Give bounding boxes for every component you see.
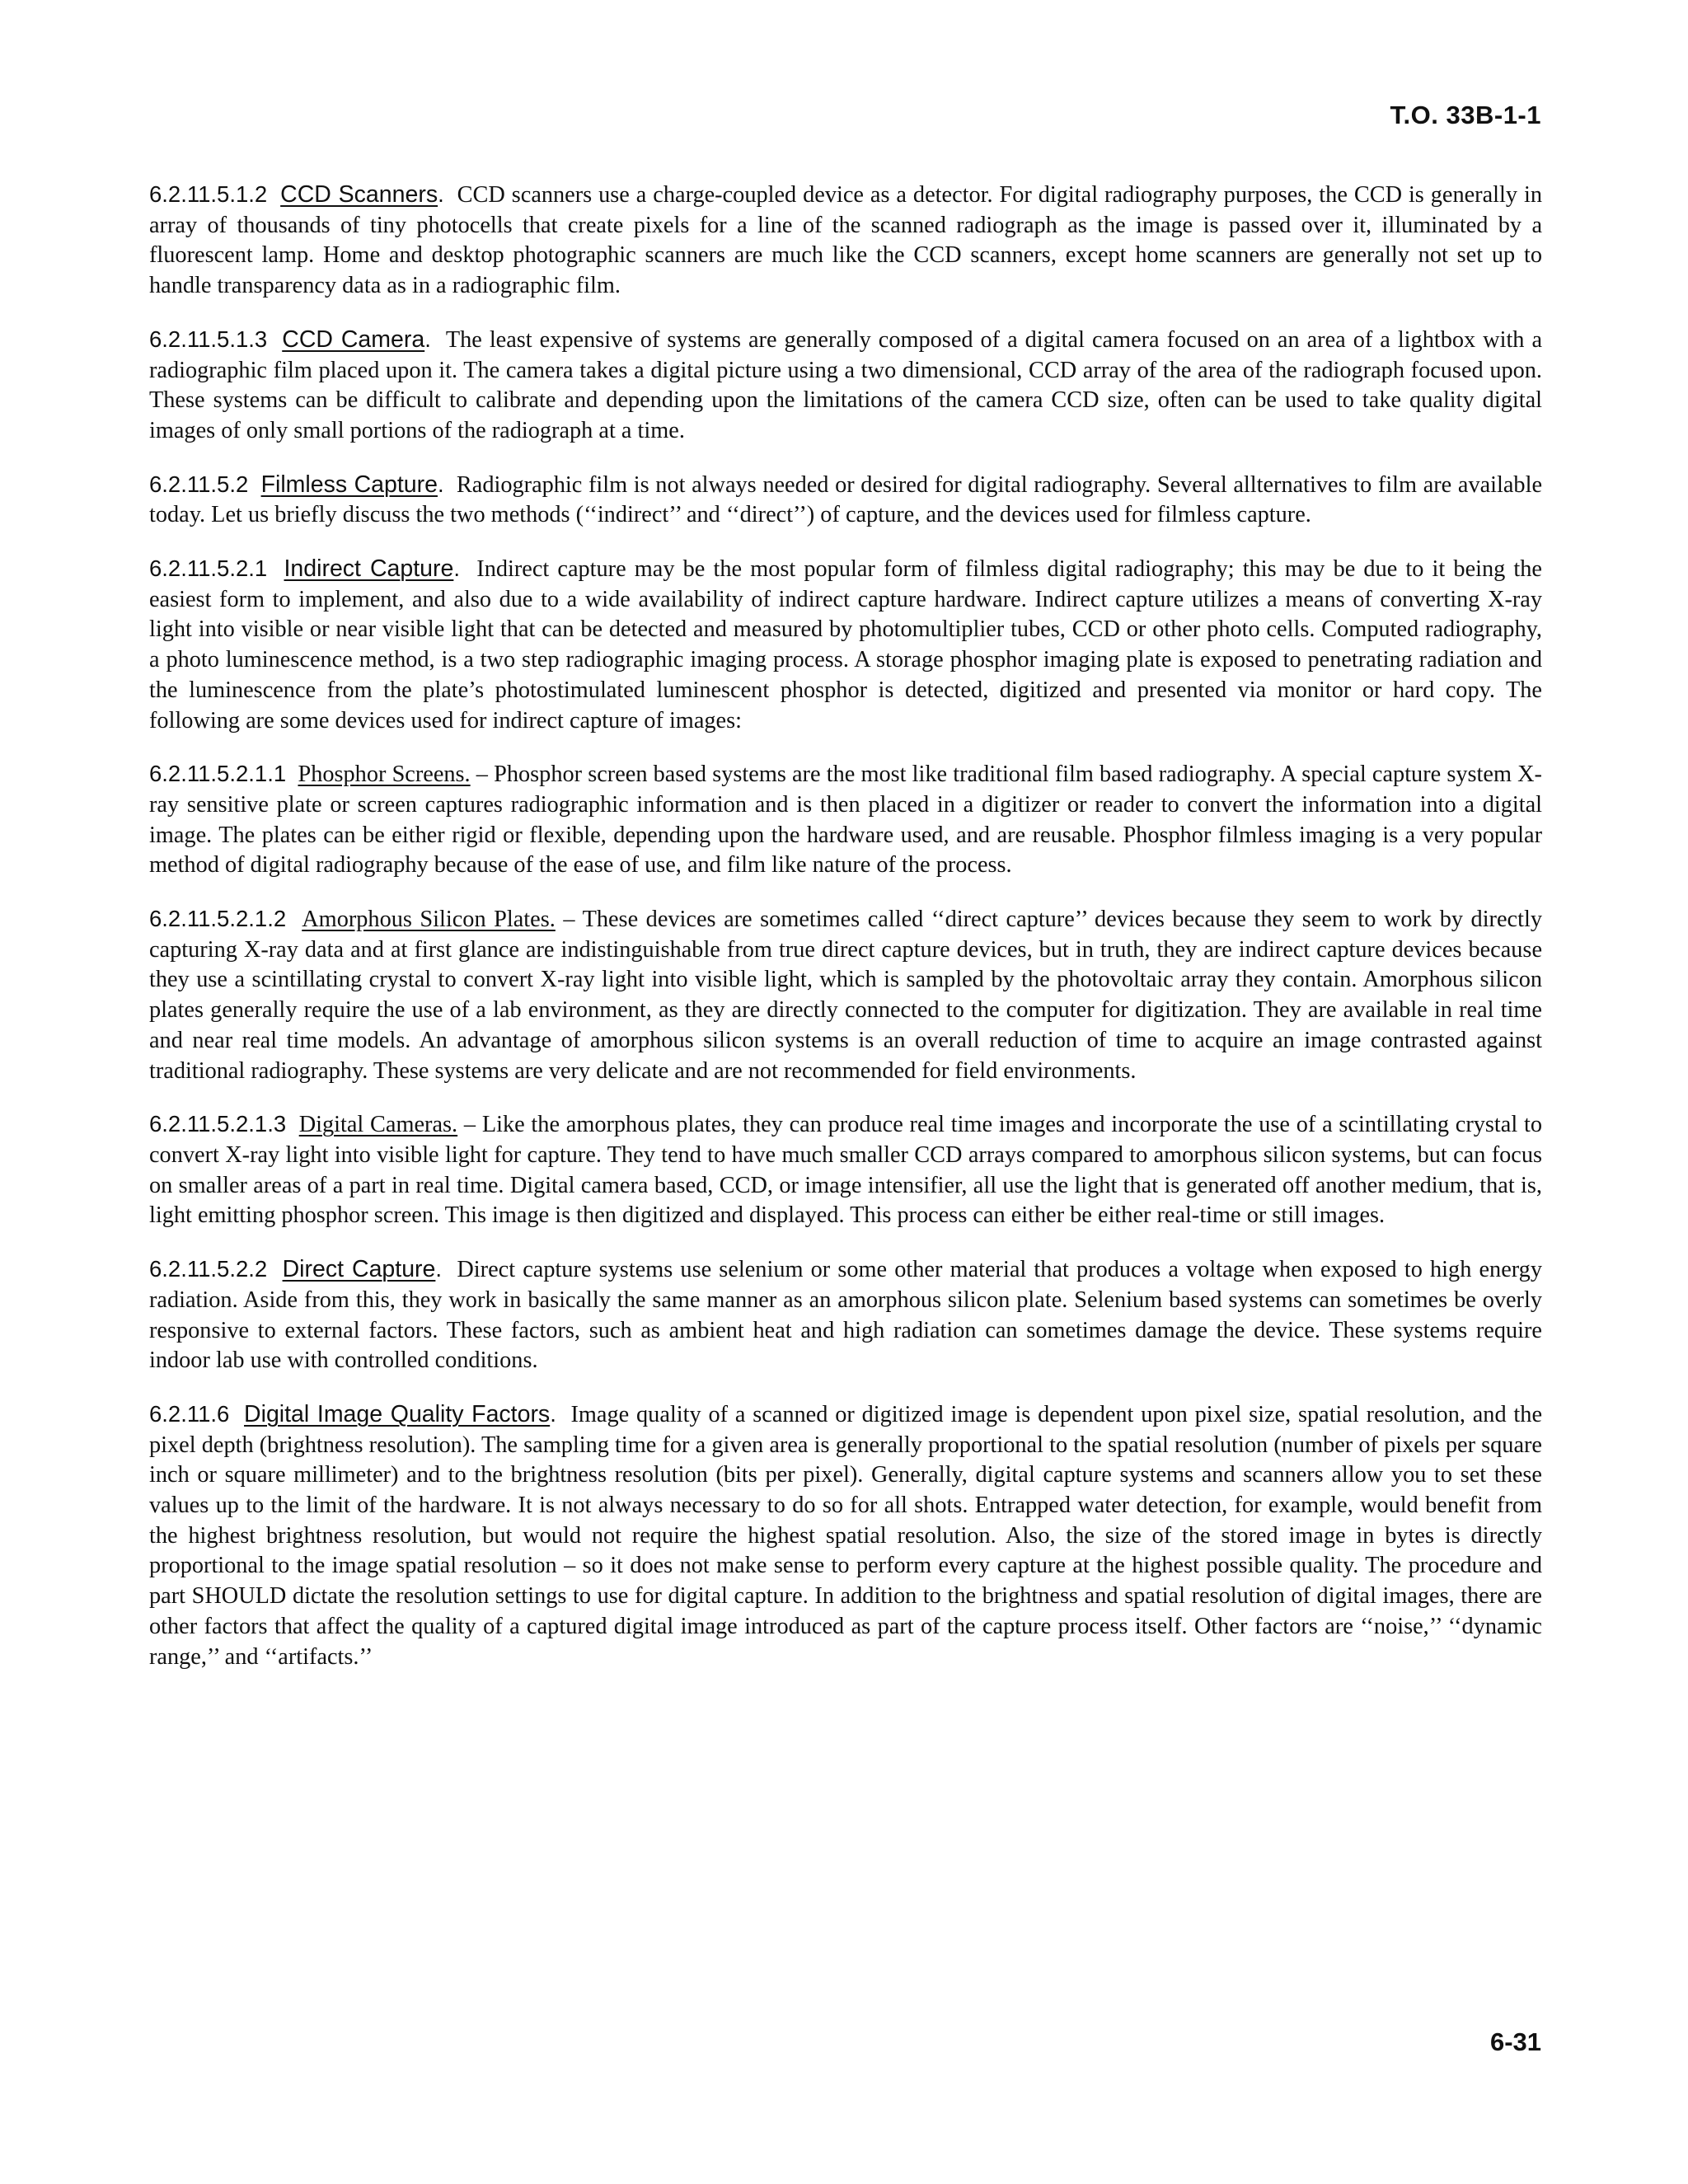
title-separator: . [435,1256,443,1282]
title-separator: . [550,1400,556,1427]
section-paragraph [149,470,1542,531]
title-separator: . [437,471,444,497]
section-title: Direct Capture [282,1256,436,1283]
section-number: 6.2.11.5.2.1.1 [149,761,287,787]
section-paragraph [149,759,1542,881]
section-title: Digital Image Quality Factors [244,1400,551,1427]
section-number: 6.2.11.5.2.1.2 [149,906,287,932]
section-number: 6.2.11.6 [149,1400,230,1427]
section-title: CCD Scanners [280,181,438,208]
section-number: 6.2.11.5.1.3 [149,326,268,352]
section-number: 6.2.11.5.1.2 [149,181,268,207]
section-title: Amorphous Silicon Plates. [302,907,556,933]
section-number: 6.2.11.5.2.1 [149,555,268,582]
section-paragraph [149,1254,1542,1376]
section-title: CCD Camera [282,326,425,353]
document-body [149,180,1542,1695]
section-title: Digital Cameras. [298,1112,458,1138]
section-number: 6.2.11.5.2.1.3 [149,1111,287,1137]
section-body: Radiographic film is not always needed or desired for digital radiography. Several allternatives to film are available today. Let us briefly discuss the two methods (‘‘indirect’’ and ‘‘direct’’) of capture, and the devices used for filmless capture. [149,471,1543,528]
section-paragraph [149,1399,1542,1672]
section-body: Indirect capture may be the most popular form of filmless digital radiography; this may be due to it being the easiest form to implement, and also due to a wide availability of indirect capture hardware. Indirect capture utilizes a means of converting X-ray light into visible or near visible light that can be detected and measured by photomultiplier tubes, CCD or other photo cells. Computed radiography, a photo luminescence method, is a two step radiographic imaging process. A storage phosphor imaging plate is exposed to penetrating radiation and the luminescence from the plate’s photostimulated luminescent phosphor is detected, digitized and presented via monitor or hard copy. The following are some devices used for indirect capture of images: [149,556,1542,733]
section-paragraph [149,1109,1542,1231]
section-body: Phosphor screen based systems are the most like traditional film based radiography. A special capture system X-ray sensitive plate or screen captures radiographic information and is then placed in a digitizer or reader to convert the information into a digital image. The plates can be either rigid or flexible, depending upon the hardware used, and are reusable. Phosphor filmless imaging is a very popular method of digital radiography because of the ease of use, and film like nature of the process. [149,762,1542,879]
section-title: Indirect Capture [284,555,454,583]
section-number: 6.2.11.5.2 [149,471,249,497]
title-separator: – [470,762,488,788]
section-body: Image quality of a scanned or digitized image is dependent upon pixel size, spatial resolution, and the pixel depth (brightness resolution). The sampling time for a given area is generally proportional to the spatial resolution (number of pixels per square inch or square millimeter) and to the brightness resolution (bits per pixel). Generally, digital capture systems and scanners allow you to set these values up to the limit of the hardware. It is not always necessary to do so for all shots. Entrapped water detection, for example, would benefit from the highest brightness resolution, but would not require the highest spatial resolution. Also, the size of the stored image in bytes is directly proportional to the image spatial resolution – so it does not make sense to perform every capture at the highest possible quality. The procedure and part SHOULD dictate the resolution settings to use for digital capture. In addition to the brightness and spatial resolution of digital images, there are other factors that affect the quality of a captured digital image introduced as part of the capture process itself. Other factors are ‘‘noise,’’ ‘‘dynamic range,’’ and ‘‘artifacts.’’ [149,1401,1543,1670]
section-body: These devices are sometimes called ‘‘direct capture’’ devices because they seem to work by directly capturing X-ray data and at first glance are indistinguishable from true direct capture devices, but in truth, they are indirect capture devices because they use a scintillating crystal to convert X-ray light into visible light, which is sampled by the photovoltaic array they contain. Amorphous silicon plates generally require the use of a lab environment, as they are directly connected to the computer for digitization. They are available in real time and near real time models. An advantage of amorphous silicon systems is an overall reduction of time to acquire an image contrasted against traditional radiography. These systems are very delicate and are not recommended for field environments. [149,907,1542,1084]
section-body: The least expensive of systems are generally composed of a digital camera focused on an area of a lightbox with a radiographic film placed upon it. The camera takes a digital picture using a two dimensional, CCD array of the area of the radiograph focused upon. These systems can be difficult to calibrate and depending upon the limitations of the camera CCD size, often can be used to take quality digital images of only small portions of the radiograph at a time. [149,326,1543,443]
title-separator: – [555,907,575,933]
section-body: CCD scanners use a charge-coupled device as a detector. For digital radiography purposes, the CCD is generally in array of thousands of tiny photocells that create pixels for a line of the scanned radiograph as the image is passed over it, illuminated by a fluorescent lamp. Home and desktop photographic scanners are much like the CCD scanners, except home scanners are generally not set up to handle transparency data as in a radiographic film. [149,182,1542,299]
section-body: Like the amorphous plates, they can produce real time images and incorporate the use of a scintillating crystal to convert X-ray light into visible light for capture. They tend to have much smaller CCD arrays compared to amorphous silicon systems, but can focus on smaller areas of a part in real time. Digital camera based, CCD, or image intensifier, all use the light that is generated off another medium, that is, light emitting phosphor screen. This image is then digitized and displayed. This process can either be either real-time or still images. [149,1112,1542,1229]
document-number: T.O. 33B-1-1 [1390,101,1541,129]
section-number: 6.2.11.5.2.2 [149,1256,268,1282]
section-title: Phosphor Screens. [298,762,471,788]
page-number: 6-31 [1489,2027,1541,2056]
title-separator: . [438,181,444,207]
section-paragraph [149,180,1542,302]
title-separator: – [457,1112,476,1138]
title-separator: . [424,326,431,352]
section-paragraph [149,554,1542,736]
title-separator: . [453,555,460,582]
section-paragraph [149,904,1542,1086]
section-title: Filmless Capture [260,471,438,498]
section-body: Direct capture systems use selenium or some other material that produces a voltage when exposed to high energy radiation. Aside from this, they work in basically the same manner as an amorphous silicon plate. Selenium based systems can sometimes be overly responsive to external factors. These factors, such as ambient heat and high radiation can sometimes damage the device. These systems require indoor lab use with controlled conditions. [149,1257,1542,1374]
section-paragraph [149,325,1542,447]
